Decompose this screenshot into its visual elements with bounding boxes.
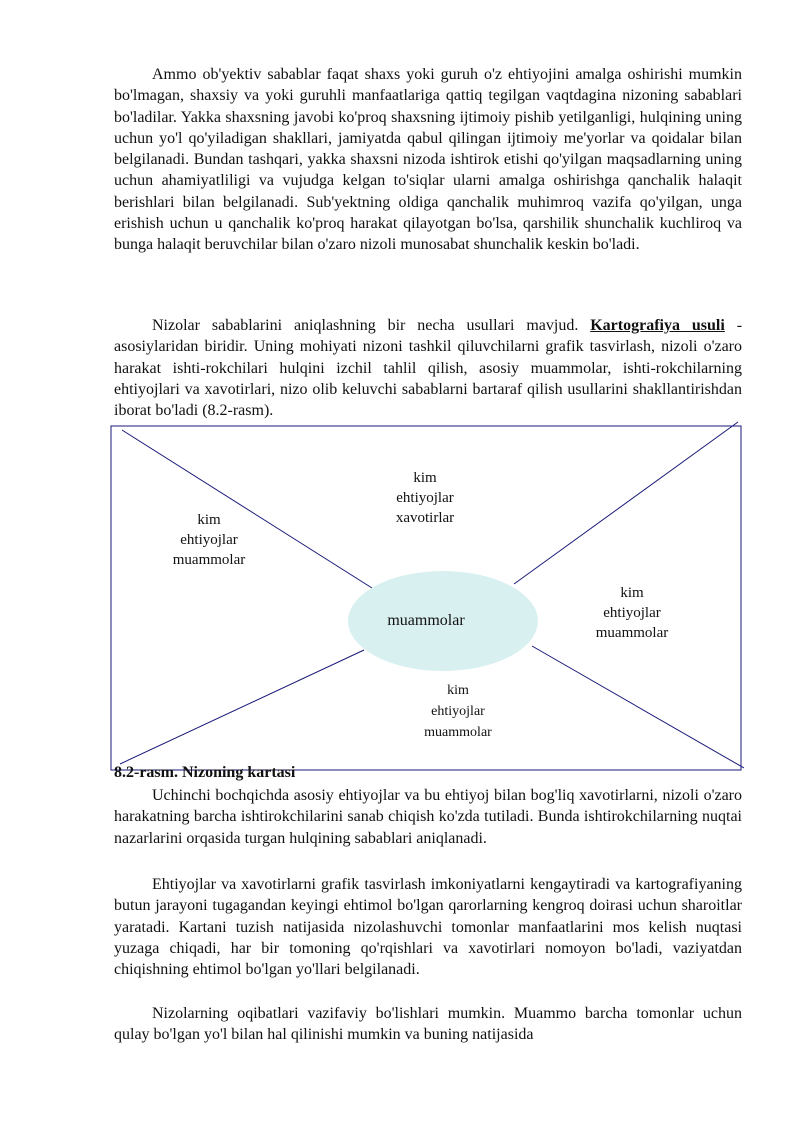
bottom-node-label — [403, 680, 513, 743]
bottom-node-line-3: muammolar — [424, 725, 492, 740]
paragraph-4-text: Ehtiyojlar va xavotirlarni grafik tasvirlash imkoniyatlarni kengaytiradi va kartografiyaning butun jarayoni tugagandan keyingi ehtimol bo'lgan qarorlarning kengroq doirasi uchun sharoitlar yaratadi. Kartani tuzish natijasida nizolashuvchi tomonlar manfaatlarini mos kelish nuqtasi yuzaga chiqadi, har bir tomoning qo'rqishlari va xavotirlari nomoyon bo'ladi, vaziyatdan chiqishning ehtimol bo'lgan yo'llari belgilanadi. — [114, 876, 742, 979]
paragraph-3-text: Uchinchi bochqichda asosiy ehtiyojlar va bu ehtiyoj bilan bog'liq xavotirlarni, nizoli o'zaro harakatning barcha ishtirokchilarini sanab chiqish ko'zda tutiladi. Bunda ishtirokchilarning nuqtai nazarlarini orqasida turgan hulqining sabablari aniqlanadi. — [114, 787, 742, 847]
left-node-label — [154, 510, 264, 570]
connector-bottom-left — [120, 650, 364, 764]
left-node-line-1: kim — [197, 512, 221, 528]
top-node-line-1: kim — [413, 470, 437, 486]
bottom-node-line-1: kim — [447, 683, 469, 698]
paragraph-4 — [114, 874, 742, 980]
paragraph-5 — [114, 1003, 742, 1046]
figure-caption: 8.2-rasm. Nizoning kartasi — [114, 764, 296, 781]
bottom-node-line-2: ehtiyojlar — [431, 704, 485, 719]
conflict-map-diagram — [110, 418, 744, 774]
paragraph-1-text: Ammo ob'yektiv sabablar faqat shaxs yoki guruh o'z ehtiyojini amalga oshirishi mumkin bo'lmagan, shaxsiy va yoki guruhli manfaatlariga qattiq tegilgan vaqtdagina nizoning sabablari bo'ladilar. Yakka shaxsning javobi ko'proq shaxsning ijtimoiy pishib yetilganligi, hulqining uning uchun yo'l qo'yiladigan shakllari, jamiyatda qabul qilingan ijtimoiy me'yorlar va qoidalar bilan belgilanadi. Bundan tashqari, yakka shaxsni nizoda ishtirok etishi qo'yilgan maqsadlarning uning uchun ahamiyatliligi va vujudga kelgan to'siqlar ularni amalga oshirishga qanchalik halaqit berishlari bilan belgilanadi. Sub'yektning oldiga qanchalik muhimroq vazifa qo'yilgan, unga erishish uchun u qanchalik ko'proq harakat qilayotgan bo'lsa, qarshilik shunchalik kuchliroq va bunga halaqit beruvchilar bilan o'zaro nizoli munosabat shunchalik keskin bo'ladi. — [114, 66, 742, 254]
paragraph-1 — [114, 64, 742, 256]
left-node-line-2: ehtiyojlar — [180, 532, 238, 548]
paragraph-2 — [114, 315, 742, 421]
top-node-line-2: ehtiyojlar — [396, 490, 454, 506]
paragraph-2-start: Nizolar sabablarini aniqlashning bir necha usullari mavjud. — [152, 317, 579, 334]
left-node-line-3: muammolar — [172, 552, 246, 568]
right-node-line-3: muammolar — [595, 625, 669, 641]
center-label: muammolar — [387, 612, 465, 629]
paragraph-5-text: Nizolarning oqibatlari vazifaviy bo'lishlari mumkin. Muammo barcha tomonlar uchun qulay bo'lgan yo'l bilan hal qilinishi mumkin va buning natijasida — [114, 1005, 742, 1044]
kartografiya-usuli-term: Kartografiya usuli — [590, 317, 725, 334]
connector-top-right — [514, 422, 738, 584]
top-node-line-3: xavotirlar — [395, 510, 455, 526]
right-node-label — [577, 583, 687, 643]
connector-bottom-right — [532, 646, 744, 768]
paragraph-2-end: - asosiylaridan biridir. Uning mohiyati nizoni tashkil qiluvchilarni grafik tasvirlash, nizoli o'zaro harakat ishti-rokchilari hulqini izchil tahlil qilish, asosiy muammolar, ishti-rokchilarning ehtiyojlari va xavotirlari, nizo olib keluvchi sabablarni bartaraf qilish usullarini shakllantirishdan iborat bo'ladi (8.2-rasm). — [114, 317, 743, 420]
paragraph-3 — [114, 785, 742, 849]
right-node-line-1: kim — [620, 585, 644, 601]
top-node-label — [370, 468, 480, 528]
right-node-line-2: ehtiyojlar — [603, 605, 661, 621]
